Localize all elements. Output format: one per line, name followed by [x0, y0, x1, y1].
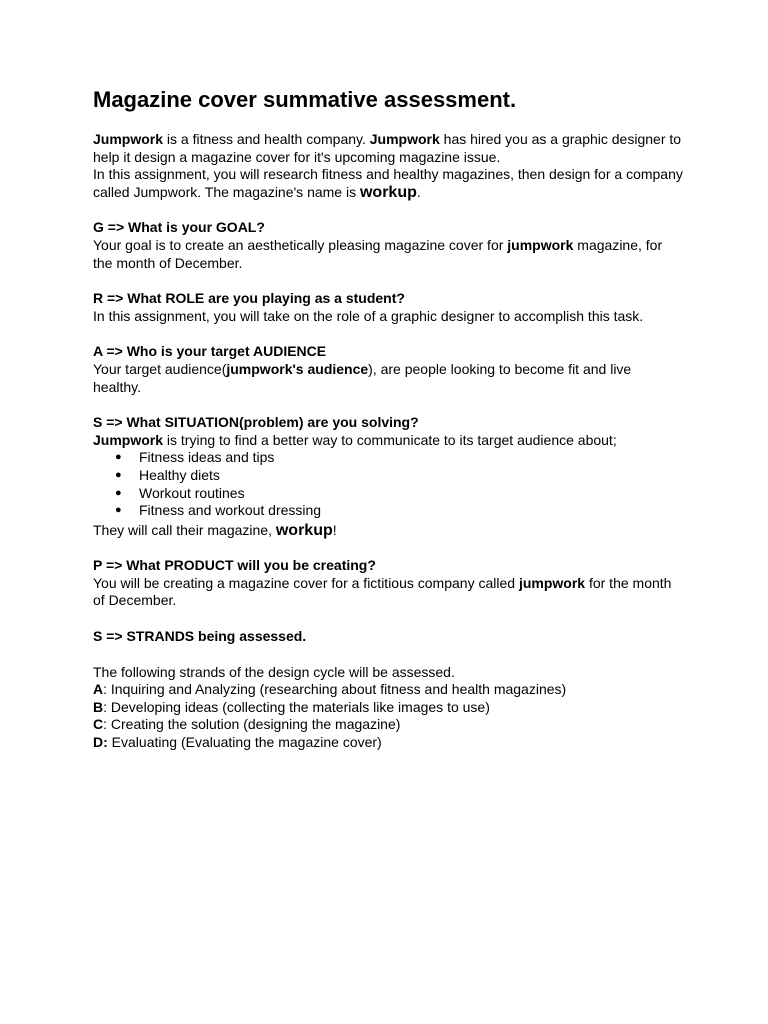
list-item: ● Workout routines	[93, 485, 683, 503]
closing-text-pre: They will call their magazine,	[93, 521, 276, 538]
situation-closing	[93, 522, 683, 540]
strand-letter: C	[93, 716, 104, 733]
intro-end: .	[416, 183, 421, 200]
product-paragraph	[93, 575, 683, 610]
strands-heading	[93, 628, 683, 646]
strand-text: : Inquiring and Analyzing (researching about fitness and health magazines)	[103, 681, 567, 698]
company-name: jumpwork	[507, 236, 574, 253]
product-heading	[93, 557, 683, 575]
list-item: ● Healthy diets	[93, 467, 683, 485]
list-item: ● Fitness ideas and tips	[93, 449, 683, 467]
page-title: Magazine cover summative assessment.	[93, 87, 517, 112]
intro-text-2: has hired you as a graphic designer to help it design a magazine cover for it's upcoming magazine issue.	[93, 131, 682, 165]
role-paragraph: In this assignment, you will take on the role of a graphic designer to accomplish this task.	[93, 307, 644, 324]
intro-text-1: is a fitness and health company.	[163, 131, 370, 147]
product-text-post: for the month of December.	[93, 574, 672, 609]
audience-bold: jumpwork's audience	[226, 360, 369, 377]
strands-heading-text: S => STRANDS being assessed.	[93, 628, 307, 645]
goal-paragraph	[93, 237, 683, 272]
strand-letter: B	[93, 698, 104, 715]
goal-heading	[93, 219, 683, 237]
goal-heading-text: G => What is your GOAL?	[93, 219, 265, 236]
company-name: jumpwork	[518, 574, 586, 591]
magazine-name: workup	[359, 183, 417, 201]
strand-text: Evaluating (Evaluating the magazine cover)	[107, 734, 382, 751]
strand-letter: A	[93, 681, 104, 698]
strand-letter: D:	[93, 734, 108, 751]
audience-text-pre: Your target audience(	[93, 360, 227, 377]
situation-paragraph	[93, 432, 683, 450]
topic-list	[93, 449, 683, 519]
situation-heading	[93, 414, 683, 432]
strand-item	[93, 734, 683, 752]
strand-item	[93, 681, 683, 699]
intro-paragraph-2	[93, 166, 683, 201]
intro-paragraph	[93, 131, 683, 166]
company-name: Jumpwork	[369, 131, 440, 147]
strand-item	[93, 699, 683, 717]
role-heading	[93, 290, 683, 308]
product-text-pre: You will be creating a magazine cover for a fictitious company called	[93, 574, 519, 591]
company-name: Jumpwork	[93, 431, 164, 448]
audience-heading	[93, 343, 683, 361]
situation-text: is trying to find a better way to communicate to its target audience about;	[163, 431, 617, 448]
audience-paragraph	[93, 361, 683, 396]
strand-text: : Developing ideas (collecting the materials like images to use)	[103, 698, 490, 715]
audience-text-post: ), are people looking to become fit and live healthy.	[93, 360, 632, 395]
strand-item	[93, 716, 683, 734]
goal-text-post: magazine, for the month of December.	[93, 236, 663, 271]
role-heading-text: R => What ROLE are you playing as a student?	[93, 290, 405, 307]
magazine-name: workup	[275, 521, 333, 539]
audience-heading-text: A => Who is your target AUDIENCE	[93, 343, 327, 360]
goal-text-pre: Your goal is to create an aesthetically pleasing magazine cover for	[93, 236, 508, 253]
company-name: Jumpwork	[93, 131, 164, 147]
closing-text-post: !	[332, 521, 337, 538]
intro-text-3: In this assignment, you will research fitness and healthy magazines, then design for a company called Jumpwork. The magazine's name is	[93, 166, 683, 200]
strand-text: : Creating the solution (designing the magazine)	[103, 716, 401, 733]
list-item: ● Fitness and workout dressing	[93, 502, 683, 520]
product-heading-text: P => What PRODUCT will you be creating?	[93, 557, 376, 574]
document-content	[93, 86, 683, 752]
strands-intro: The following strands of the design cycle will be assessed.	[93, 663, 455, 680]
situation-heading-text: S => What SITUATION(problem) are you solving?	[93, 414, 419, 431]
